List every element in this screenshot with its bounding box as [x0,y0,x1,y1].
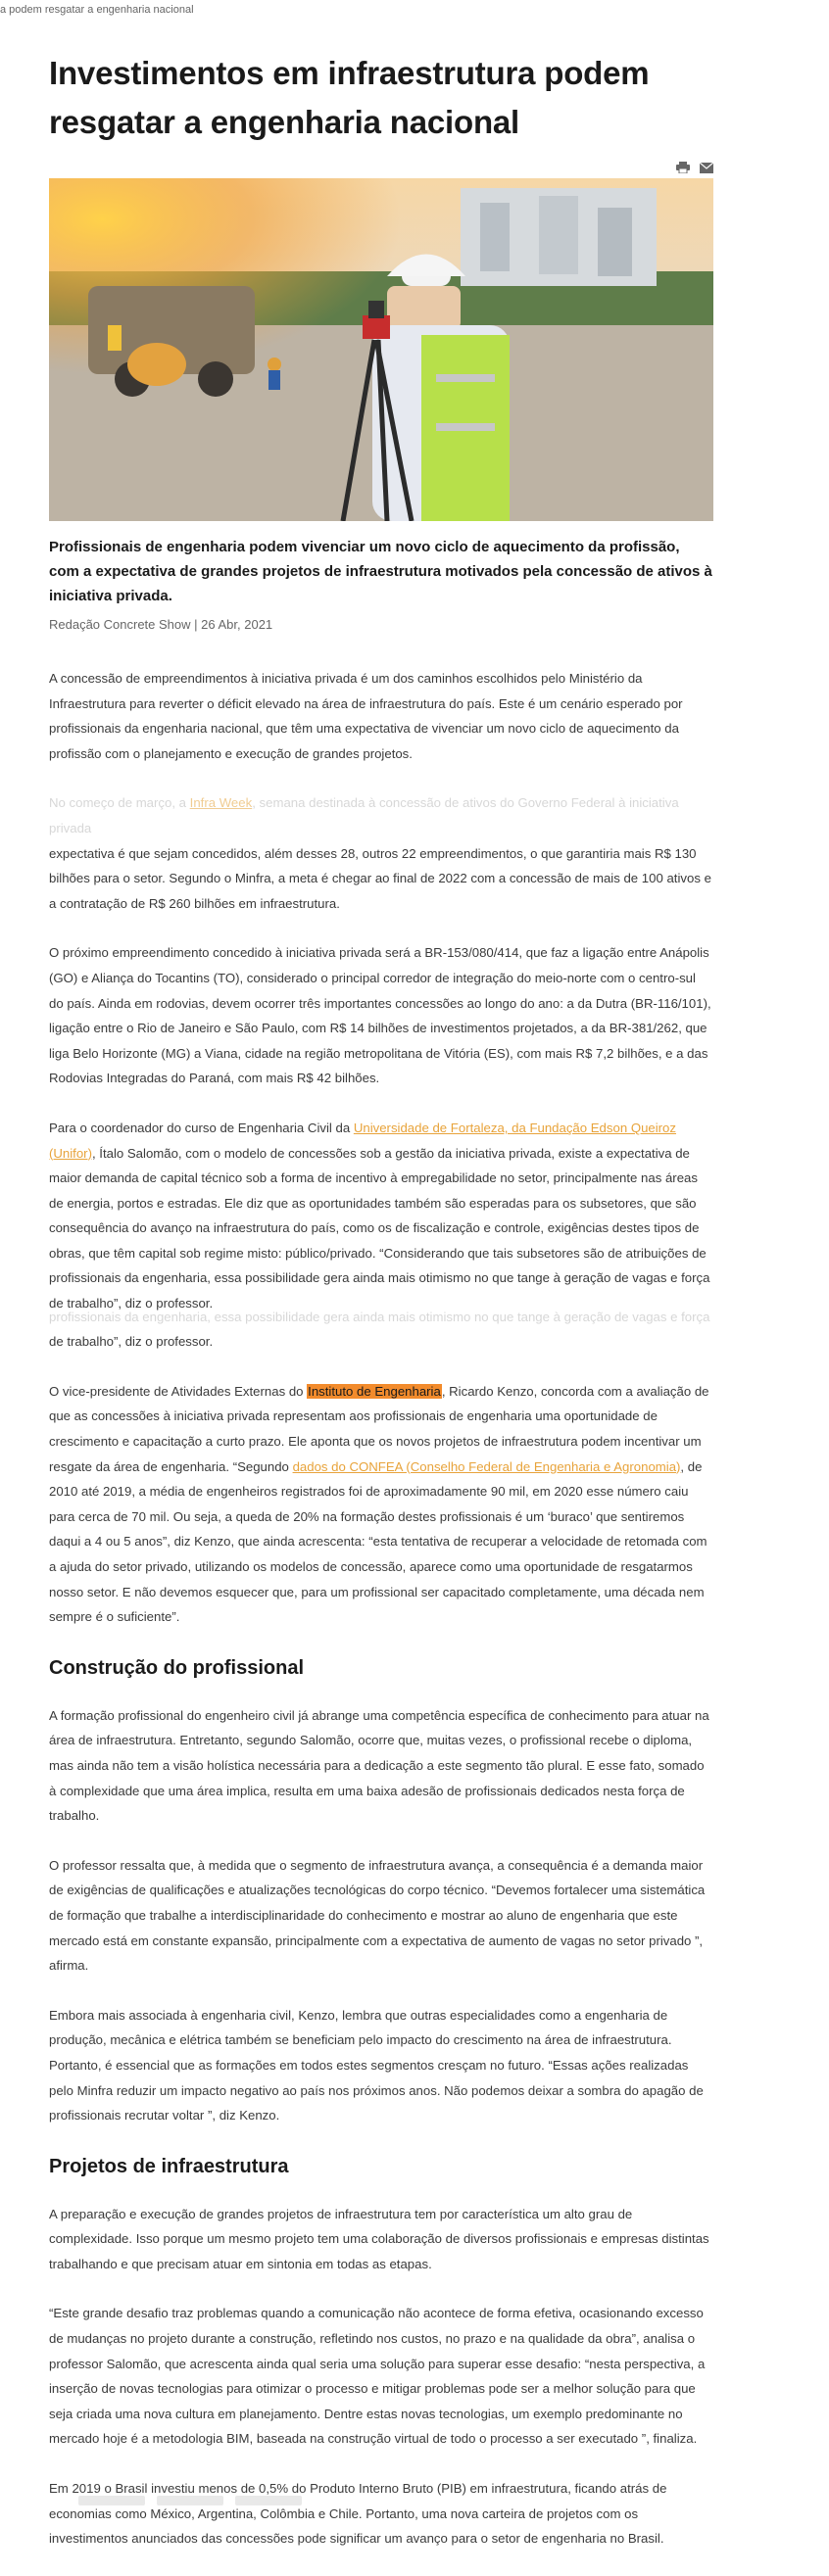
paragraph-text: de trabalho”, diz o professor. [49,1334,214,1350]
paragraph-faded-text: No começo de março, a [49,795,190,811]
article-body [49,666,713,2576]
paragraph: A preparação e execução de grandes projetos de infraestrutura tem por característica um alto grau de complexidade. Isso porque um mesmo projeto tem uma colaboração de diversos profissionais e empresas distintas trabalhando e que precisam atuar em sintonia em todas as etapas. [49,2206,709,2271]
link-confea[interactable]: dados do CONFEA (Conselho Federal de Engenharia e Agronomia) [292,1458,681,1474]
highlighted-text: Instituto de Engenharia [308,1383,441,1399]
paragraph-overlap [49,1305,713,1355]
paragraph: Em 2019 o Brasil investiu menos de 0,5% do Produto Interno Bruto (PIB) em infraestrutura, ficando atrás de economias como México, Argentina, Colômbia e Chile. Portanto, uma nova carteira de projetos com os investimentos anunciados das concessões pode significar um avanço para o setor de engenharia no Brasil. [49,2481,667,2547]
paragraph-text: O vice-presidente de Atividades Externas do [49,1383,308,1399]
paragraph [49,790,713,916]
share-tools [676,161,713,172]
breadcrumb: a podem resgatar a engenharia nacional [0,4,194,16]
title-line-2: resgatar a engenharia nacional [49,104,520,140]
paragraph: O professor ressalta que, à medida que o segmento de infraestrutura avança, a consequência é a demanda maior de exigências de qualificações e atualizações tecnológicas do corpo técnico. “Devemos fortalecer uma sistemática de formação que trabalhe a interdisciplinaridade do conhecimento e mostrar ao aluno de engenharia que este mercado está em constante expansão, principalmente com a expectativa de aumento de vagas no setor privado ”, afirma. [49,1857,706,1974]
article-lead: Profissionais de engenharia podem vivenciar um novo ciclo de aquecimento da profissão, com a expectativa de grandes projetos de infraestrutura motivados pela concessão de ativos à iniciativa privada. [49,539,712,604]
author: Redação Concrete Show [49,617,191,632]
paragraph: O próximo empreendimento concedido à iniciativa privada será a BR-153/080/414, que faz a ligação entre Anápolis (GO) e Aliança do Tocantins (TO), considerado o principal corredor de integração do meio-norte com o centro-sul do país. Ainda em rodovias, devem ocorrer três importantes concessões ao longo do ano: a da Dutra (BR-116/101), ligação entre o Rio de Janeiro e São Paulo, com R$ 14 bilhões de investimentos projetados, a da BR-381/262, que liga Belo Horizonte (MG) a Viana, cidade na região metropolitana de Vitória (ES), com mais R$ 7,2 bilhões, e a das Rodovias Integradas do Paraná, com mais R$ 42 bilhões. [49,945,711,1086]
hero-image [49,178,713,521]
link-unifor[interactable]: Universidade de Fortaleza, da Fundação Edson Queiroz (Unifor) [49,1120,676,1161]
paragraph [49,1116,713,1316]
article-meta [49,617,272,632]
section-heading: Projetos de infraestrutura [49,2155,289,2177]
paragraph-text: , Ítalo Salomão, com o modelo de concessões sob a gestão da iniciativa privada, existe a expectativa de maior demanda de capital técnico sob a forma de incentivo à empregabilidade no setor, principalmente nas áreas de energia, portos e estradas. Ele diz que as oportunidades também são esperadas para os subsetores, que são consequência do avanço na infraestrutura do país, como os de fiscalização e controle, exigências destes tipos de obras, que têm capital sob regime misto: público/privado. “Considerando que tais subsetores são de atribuições de profissionais da engenharia, essa possibilidade gera ainda mais otimismo no que tange à geração de vagas e força de trabalho”, diz o professor. [49,1145,710,1312]
paragraph-faded-text: profissionais da engenharia, essa possibilidade gera ainda mais otimismo no que tange à geração de vagas e força [49,1309,710,1324]
meta-separator: | [190,617,202,632]
section-heading: Construção do profissional [49,1656,305,1679]
link-infra-week[interactable]: Infra Week [189,795,253,811]
tag-chip[interactable] [235,2496,302,2505]
publish-date: 26 Abr, 2021 [201,617,273,632]
envelope-icon[interactable] [700,161,713,172]
paragraph: “Este grande desafio traz problemas quando a comunicação não acontece de forma efetiva, ocasionando excesso de mudanças no projeto durante a construção, refletindo nos custos, no prazo e na qualidade da obra”, analisa o professor Salomão, que acrescenta ainda qual seria uma solução para superar esse desafio: “nesta perspectiva, a inserção de novas tecnologias para otimizar o processo e mitigar problemas pode ser a melhor solução para que seja criada uma nova cultura em planejamento. Dentre estas novas tecnologias, um exemplo predominante no mercado hoje é a metodologia BIM, baseada na construção virtual de todo o processo a ser executado ”, finaliza. [49,2306,706,2447]
page-title [49,49,713,147]
paragraph: A formação profissional do engenheiro civil já abrange uma competência específica de conhecimento para atuar na área de infraestrutura. Entretanto, segundo Salomão, ocorre que, muitas vezes, o profissional recebe o diploma, mas ainda não tem a visão holística necessária para a dedicação a este segmento tão plural. E esse fato, somado à complexidade que uma área implica, resulta em uma baixa adesão de profissionais dedicados nesta força de trabalho. [49,1707,709,1824]
paragraph-faded-text: , semana destinada à concessão de ativos do Governo Federal à iniciativa privada [49,795,679,835]
paragraph: Embora mais associada à engenharia civil, Kenzo, lembra que outras especialidades como a engenharia de produção, mecânica e elétrica também se beneficiam pelo impacto do crescimento na área de infraestrutura. Portanto, é essencial que as formações em todos estes segmentos cresçam no futuro. “Essas ações realizadas pelo Minfra reduzir um impacto negativo ao país nos próximos anos. Não podemos deixar a sombra do apagão de profissionais recrutar voltar ”, diz Kenzo. [49,2007,704,2123]
tag-chip[interactable] [78,2496,145,2505]
paragraph-text: Para o coordenador do curso de Engenharia Civil da [49,1120,354,1135]
paragraph-text: , Ricardo Kenzo, concorda com a avaliação de que as concessões à iniciativa privada representam aos profissionais de engenharia uma oportunidade de crescimento e capacitação a curto prazo. Ele aponta que os novos projetos de infraestrutura podem incentivar um resgate da área de engenharia. “Segundo [49,1383,709,1474]
print-icon[interactable] [676,161,690,172]
article [49,49,713,2547]
paragraph [49,1379,713,1630]
paragraph-text: expectativa é que sejam concedidos, além desses 28, outros 22 empreendimentos, o que garantiria mais R$ 130 bilhões para o setor. Segundo o Minfra, a meta é chegar ao final de 2022 com a concessão de mais de 100 ativos e a contratação de R$ 260 bilhões em infraestrutura. [49,845,711,911]
paragraph: A concessão de empreendimentos à iniciativa privada é um dos caminhos escolhidos pelo Ministério da Infraestrutura para reverter o déficit elevado na área de infraestrutura do país. Este é um cenário esperado por profissionais da engenharia nacional, que têm uma expectativa de vivenciar um novo ciclo de aquecimento da profissão com o planejamento e execução de grandes projetos. [49,671,683,761]
tag-chip[interactable] [157,2496,223,2505]
title-line-1: Investimentos em infraestrutura podem [49,55,650,91]
paragraph-text: , de 2010 até 2019, a média de engenheiros registrados foi de aproximadamente 90 mil, em 2020 esse número caiu para cerca de 70 mil. Ou seja, a queda de 20% na formação destes profissionais é um ‘buraco’ que sentiremos daqui a 4 ou 5 anos”, diz Kenzo, que ainda acrescenta: “esta tentativa de recuperar a velocidade de retomada com a ajuda do setor privado, utilizando os modelos de concessão, aparece como uma oportunidade de resgatarmos nosso setor. E não devemos esquecer que, para um profissional ser capacitado completamente, uma década nem sempre é o suficiente”. [49,1458,707,1625]
tag-list [78,2496,302,2505]
